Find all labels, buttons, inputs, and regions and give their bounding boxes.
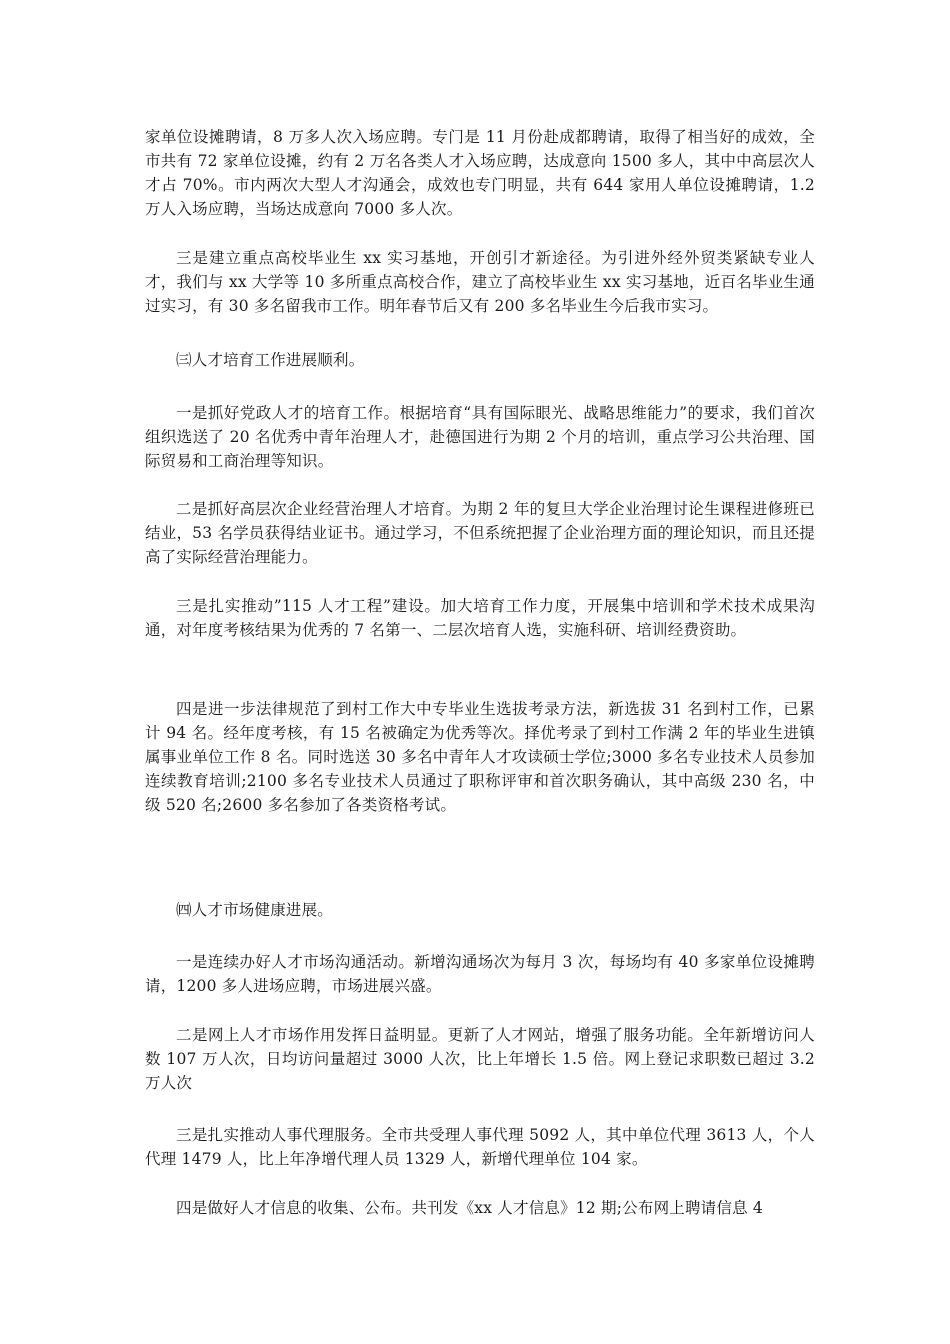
- paragraph-enterprise-management-training: 二是抓好高层次企业经营治理人才培育。为期 2 年的复旦大学企业治理讨论生课程进修班已结业，53 名学员获得结业证书。通过学习，不但系统把握了企业治理方面的理论知识，而且还提高了实际经营治理能力。: [145, 500, 815, 566]
- paragraph-internship-base: 三是建立重点高校毕业生 xx 实习基地，开创引才新途径。为引进外经外贸类紧缺专业人才，我们与 xx 大学等 10 多所重点高校合作，建立了高校毕业生 xx 实习基地，近百名毕业生通过实习，有 30 多名留我市工作。明年春节后又有 200 多名毕业生今后我市实习。: [145, 249, 815, 315]
- paragraph-recruitment-results: 家单位设摊聘请，8 万多人次入场应聘。专门是 11 月份赴成都聘请，取得了相当好的成效，全市共有 72 家单位设摊，约有 2 万名各类人才入场应聘，达成意向 1500 多人，其中中高层次人才占 70%。市内两次大型人才沟通会，成效也专门明显，共有 644 家用人单位设摊聘请，1.2 万人入场应聘，当场达成意向 7000 多人次。: [145, 128, 815, 218]
- paragraph-online-talent-market: 二是网上人才市场作用发挥日益明显。更新了人才网站，增强了服务功能。全年新增访问人数 107 万人次，日均访问量超过 3000 人次，比上年增长 1.5 倍。网上登记求职数已超过 3.2 万人次: [145, 1026, 815, 1092]
- paragraph-village-graduates: 四是进一步法律规范了到村工作大中专毕业生选拔考录方法，新选拔 31 名到村工作，已累计 94 名。经年度考核，有 15 名被确定为优秀等次。择优考录了到村工作满 2 年的毕业生进镇属事业单位工作 8 名。同时选送 30 多名中青年人才攻读硕士学位;3000 多名专业技术人员参加连续教育培训;2100 多名专业技术人员通过了职称评审和首次职务确认，其中高级 230 名，中级 520 名;2600 多名参加了各类资格考试。: [145, 700, 815, 814]
- section-heading-talent-market: ㈣人才市场健康进展。: [176, 901, 334, 919]
- paragraph-personnel-agency-service: 三是扎实推动人事代理服务。全市共受理人事代理 5092 人，其中单位代理 3613 人，个人代理 1479 人，比上年净增代理人员 1329 人，新增代理单位 104 家。: [145, 1126, 815, 1168]
- paragraph-115-talent-project: 三是扎实推动”115 人才工程”建设。加大培育工作力度，开展集中培训和学术技术成果沟通，对年度考核结果为优秀的 7 名第一、二层次培育人选，实施科研、培训经费资助。: [145, 597, 815, 639]
- paragraph-market-exchange-activities: 一是连续办好人才市场沟通活动。新增沟通场次为每月 3 次，每场均有 40 多家单位设摊聘请，1200 多人进场应聘，市场进展兴盛。: [145, 953, 815, 995]
- paragraph-talent-information: 四是做好人才信息的收集、公布。共刊发《xx 人才信息》12 期;公布网上聘请信息 4: [176, 1199, 763, 1217]
- paragraph-party-talent-training: 一是抓好党政人才的培育工作。根据培育“具有国际眼光、战略思维能力”的要求，我们首次组织选送了 20 名优秀中青年治理人才，赴德国进行为期 2 个月的培训，重点学习公共治理、国际贸易和工商治理等知识。: [145, 404, 815, 470]
- section-heading-talent-training: ㈢人才培育工作进展顺利。: [176, 351, 365, 369]
